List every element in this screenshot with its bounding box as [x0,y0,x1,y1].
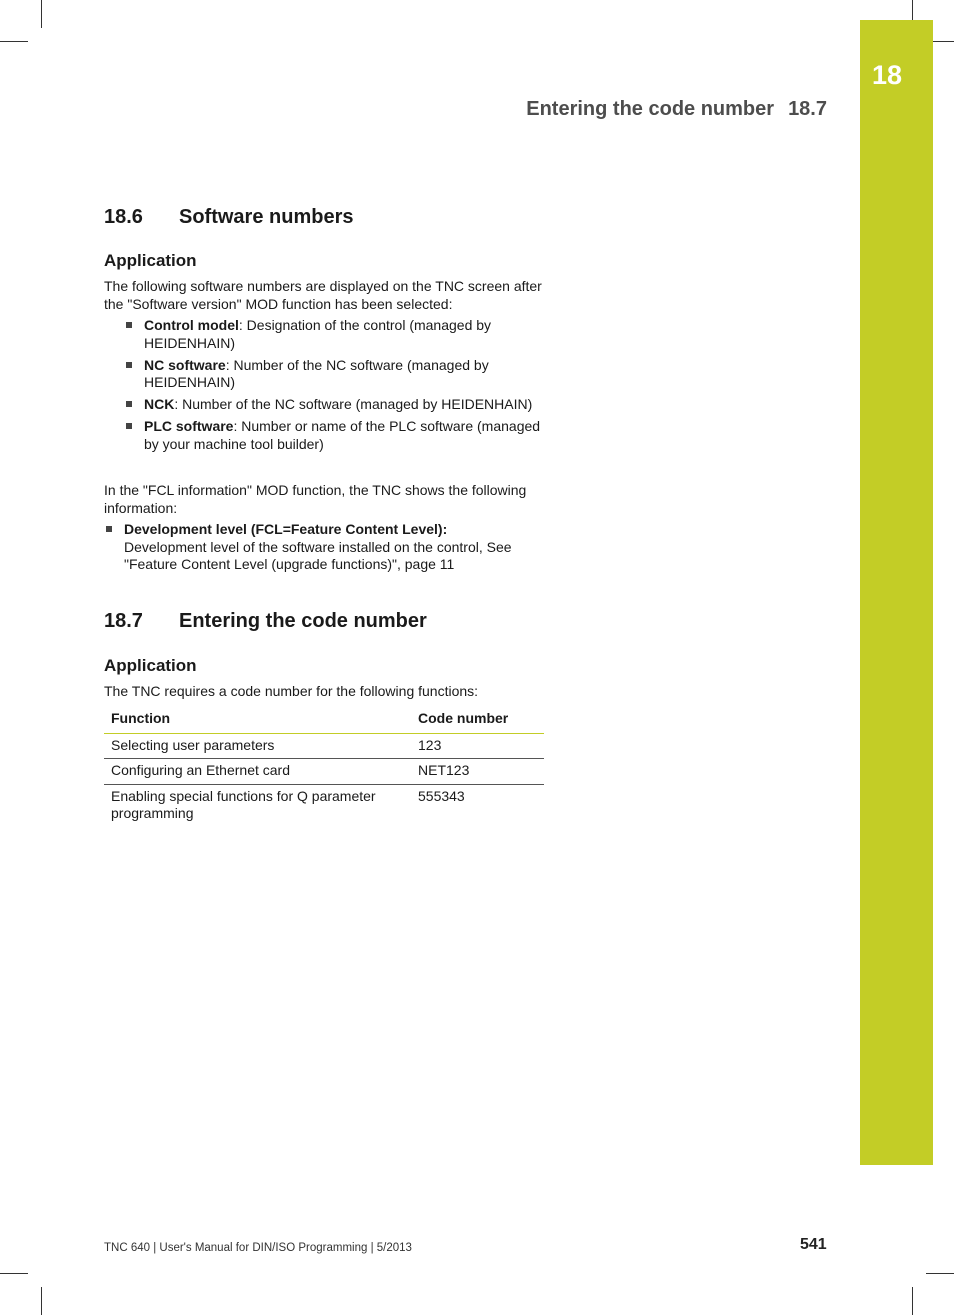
code-intro-paragraph: The TNC requires a code number for the following functions: [104,683,479,699]
list-item-desc: : Number or name of the PLC software (managed by your machine tool builder) [144,418,541,452]
section-number: 18.7 [104,610,143,632]
running-head-section: 18.7 [788,98,827,120]
list-item-desc: : Number of the NC software (managed by HEIDENHAIN) [144,356,489,390]
page-number: 541 [800,1236,827,1253]
list-item [104,521,544,574]
column-header-function: Function [104,706,411,733]
running-head-title: Entering the code number [526,98,775,120]
software-number-list [124,317,544,458]
table-cell-code: NET123 [411,759,544,785]
section-heading-18-6 [104,206,353,229]
table-cell-code: 555343 [418,787,465,804]
crop-mark [912,0,913,20]
fcl-intro-paragraph: In the "FCL information" MOD function, the TNC shows the following information: [104,482,527,516]
subheading-application: Application [104,251,197,270]
fcl-list [104,521,544,578]
section-number: 18.6 [104,206,143,228]
list-item-term: Development level (FCL=Feature Content Level): [124,521,448,537]
crop-mark [41,1287,42,1315]
table-row [104,759,544,785]
table-cell-function: Enabling special functions for Q parameter programming [111,787,376,821]
section-heading-18-7 [104,610,427,633]
bullet-square-icon [126,401,132,407]
crop-mark [926,1273,954,1274]
list-item [124,418,544,453]
table-header-row [104,706,544,733]
table-cell-code: 123 [411,733,544,759]
list-item [124,357,544,392]
table-row [104,784,544,827]
running-head [526,98,827,121]
list-item-desc: : Number of the NC software (managed by HEIDENHAIN) [174,396,533,412]
table-row [104,733,544,759]
bullet-square-icon [106,526,112,532]
section-title: Software numbers [179,206,354,228]
table-cell-function: Selecting user parameters [104,733,411,759]
table-cell-function: Configuring an Ethernet card [104,759,411,785]
column-header-code-number: Code number [411,706,544,733]
list-item-term: PLC software [144,418,234,434]
footer-text: TNC 640 | User's Manual for DIN/ISO Programming | 5/2013 [104,1242,412,1254]
chapter-tab [860,20,933,1165]
intro-paragraph: The following software numbers are displayed on the TNC screen after the "Software version" MOD function has been selected: [104,278,542,312]
list-item-desc: Development level of the software installed on the control, See "Feature Content Level (upgrade functions)", page 11 [124,538,512,572]
crop-mark [0,1273,28,1274]
list-item-term: NC software [144,356,226,373]
bullet-square-icon [126,423,132,429]
crop-mark [41,0,42,28]
bullet-square-icon [126,322,132,328]
chapter-number: 18 [871,60,903,90]
crop-mark [0,41,28,42]
list-item-term: Control model [144,317,239,333]
list-item-term: NCK [144,396,175,412]
list-item [124,317,544,352]
section-title: Entering the code number [179,610,427,632]
subheading-application: Application [104,656,197,675]
bullet-square-icon [126,362,132,368]
code-number-table [104,706,544,827]
list-item [124,396,544,414]
crop-mark [912,1287,913,1315]
list-item-desc: : Designation of the control (managed by HEIDENHAIN) [144,317,492,351]
